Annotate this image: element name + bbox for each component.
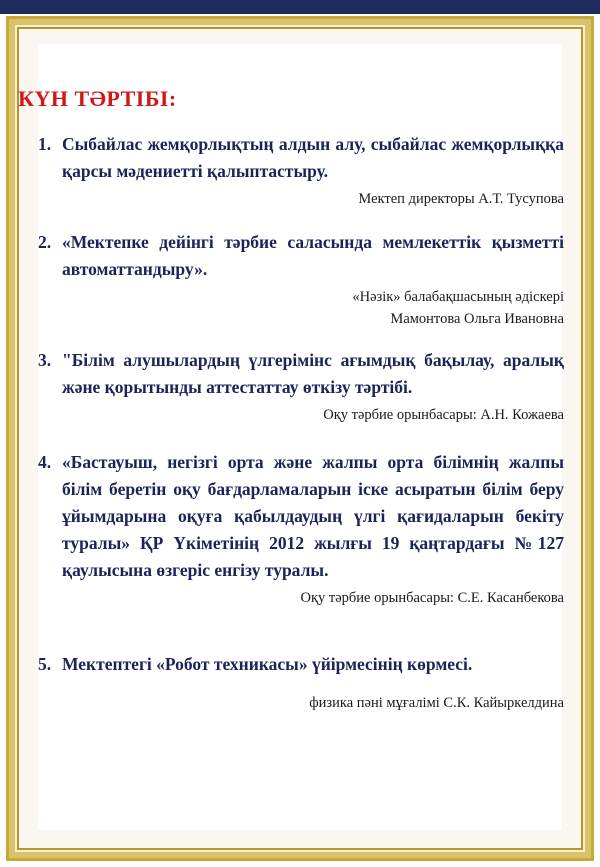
agenda-item-5	[38, 651, 564, 714]
item-text: «Бастауыш, негізгі орта және жалпы орта білімнің жалпы білім беретін оқу бағдарламаларын іске асыратын білім беру ұйымдарына оқуға қабылдаудың үлгі қағидаларын бекіту туралы» ҚР Үкіметінің 2012 жылғы 19 қаңтардағы №127 қаулысына өзгеріс енгізу туралы.	[62, 452, 564, 580]
agenda-item-3	[38, 347, 564, 426]
item-number: 2.	[38, 232, 52, 252]
item-text: «Мектепке дейінгі тәрбие саласында мемлекеттік қызметті автоматтандыру».	[62, 232, 564, 279]
item-number: 5.	[38, 654, 52, 674]
item-author	[38, 286, 564, 330]
item-text: "Білім алушылардың үлгерімінс ағымдық бақылау, аралық және қорытынды аттестаттау өткізу тәртібі.	[62, 350, 564, 397]
item-text: Мектептегі «Робот техникасы» үйірмесінің көрмесі.	[62, 654, 473, 674]
item-author	[38, 692, 564, 714]
author-line: «Нәзік» балабақшасының әдіскері	[352, 289, 564, 305]
agenda-item-4	[38, 449, 564, 609]
top-bar	[0, 0, 600, 14]
item-number: 1.	[38, 134, 52, 154]
author-line: Оқу тәрбие орынбасары: А.Н. Кожаева	[323, 407, 564, 423]
author-line: физика пәні мұғалімі С.К. Кайыркелдина	[309, 695, 564, 711]
item-number: 3.	[38, 350, 52, 370]
item-number: 4.	[38, 452, 52, 472]
agenda-title: КҮН ТӘРТІБІ:	[18, 86, 177, 111]
agenda-item-2	[38, 229, 564, 330]
agenda-item-1	[38, 131, 564, 210]
item-author	[38, 587, 564, 609]
item-author	[38, 404, 564, 426]
author-line: Мектеп директоры А.Т. Тусупова	[358, 191, 564, 207]
author-line: Мамонтова Ольга Ивановна	[390, 311, 564, 327]
item-author	[38, 188, 564, 210]
author-line: Оқу тәрбие орынбасары: С.Е. Касанбекова	[300, 590, 564, 606]
item-text: Сыбайлас жемқорлықтың алдын алу, сыбайлас жемқорлыққа қарсы мәдениетті қалыптастыру.	[62, 134, 564, 181]
